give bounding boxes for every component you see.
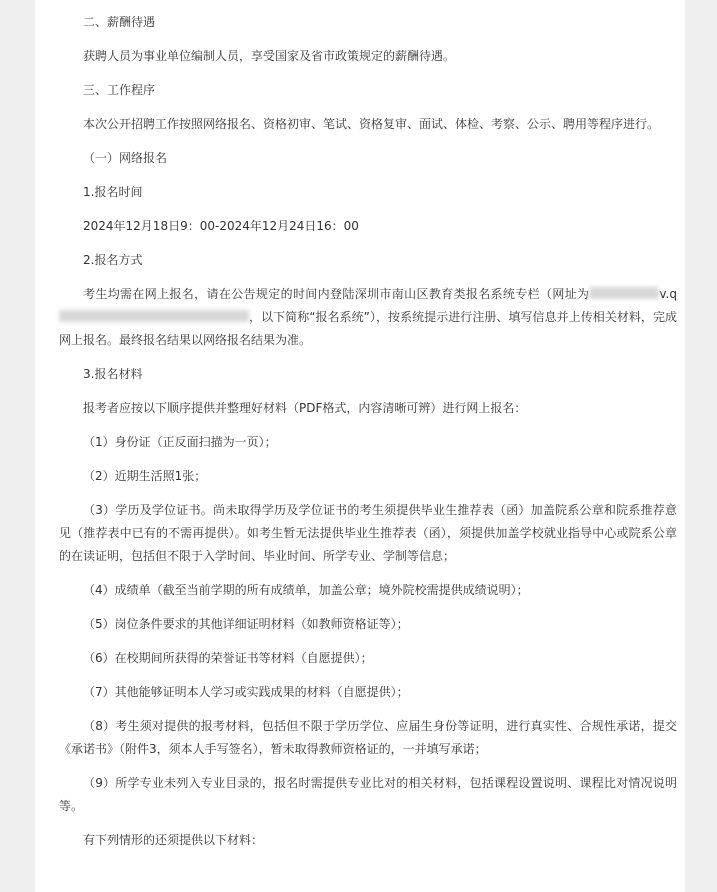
redacted-url-part [59,310,249,322]
material-item: （9）所学专业未列入专业目录的，报名时需提供专业比对的相关材料，包括课程设置说明、课程比对情况说明等。 [59,776,677,813]
materials-heading: 3.报名材料 [83,367,143,381]
method-text-a: 考生均需在网上报名，请在公告规定的时间内登陆深圳市南山区教育类报名系统专栏（网址为 [83,287,590,301]
document-content [59,11,677,863]
online-registration-heading: （一）网络报名 [83,151,168,165]
registration-time-heading: 1.报名时间 [83,185,143,199]
material-item: （7）其他能够证明本人学习或实践成果的材料（自愿提供）； [83,685,409,699]
material-item: （1）身份证（正反面扫描为一页）； [83,435,277,449]
salary-text: 获聘人员为事业单位编制人员，享受国家及省市政策规定的薪酬待遇。 [83,49,456,63]
material-item: （6）在校期间所获得的荣誉证书等材料（自愿提供）； [83,651,373,665]
procedure-heading: 三、工作程序 [83,83,156,97]
procedure-text: 本次公开招聘工作按照网络报名、资格初审、笔试、资格复审、面试、体检、考察、公示、聘用等程序进行。 [83,117,660,131]
registration-time-value: 2024年12月18日9：00-2024年12月24日16：00 [83,219,359,233]
registration-method-text [59,283,677,352]
material-item: （2）近期生活照1张； [83,469,207,483]
document-page [35,0,685,892]
salary-heading: 二、薪酬待遇 [83,15,156,29]
method-text-b: v. [659,287,670,301]
extra-materials-heading: 有下列情形的还须提供以下材料： [83,833,264,847]
materials-intro: 报考者应按以下顺序提供并整理好材料（PDF格式，内容清晰可辨）进行网上报名： [83,401,527,415]
material-item: （4）成绩单（截至当前学期的所有成绩单，加盖公章；境外院校需提供成绩说明）； [83,583,529,597]
registration-method-heading: 2.报名方式 [83,253,143,267]
method-text-c: q [669,287,677,301]
material-item: （3）学历及学位证书。尚未取得学历及学位证书的考生须提供毕业生推荐表（函）加盖院系公章和院系推荐意见（推荐表中已有的不需再提供）。如考生暂无法提供毕业生推荐表（函），须提供加盖学校就业指导中心或院系公章的在读证明，包括但不限于入学时间、毕业时间、所学专业、学制等信息； [59,503,677,563]
redacted-url-part [589,287,659,299]
method-text-d: ，以下简称“报名系统”），按系统提示进行注册、填写信息并上传相关材料，完成网上报名。最终报名结果以网络报名结果为准。 [59,310,677,347]
material-item: （8）考生须对提供的报考材料，包括但不限于学历学位、应届生身份等证明，进行真实性、合规性承诺，提交《承诺书》（附件3，须本人手写签名），暂未取得教师资格证的，一并填写承诺； [59,719,677,756]
scrollbar-track[interactable] [713,0,717,892]
material-item: （5）岗位条件要求的其他详细证明材料（如教师资格证等）； [83,617,409,631]
